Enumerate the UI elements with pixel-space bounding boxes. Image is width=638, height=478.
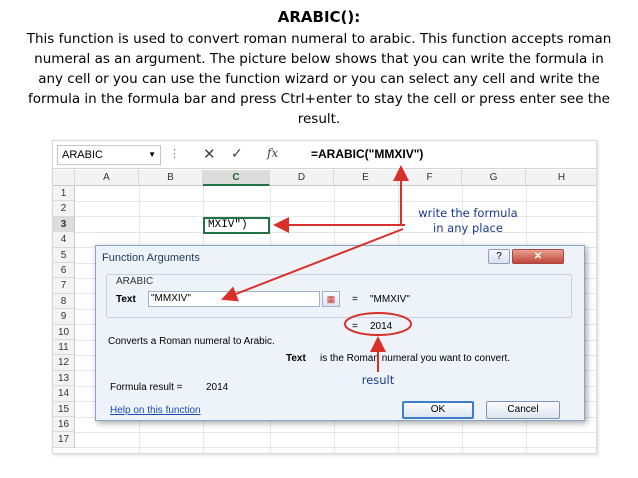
row-header-5[interactable]: 5 [53, 248, 75, 263]
row-header-11[interactable]: 11 [53, 340, 75, 355]
annotation-line: write the formula [418, 206, 518, 220]
ok-button[interactable]: OK [402, 401, 474, 419]
annotation-result: result [361, 373, 395, 387]
row-header-4[interactable]: 4 [53, 232, 75, 247]
row-header-9[interactable]: 9 [53, 309, 75, 324]
result-preview-value: 2014 [370, 321, 393, 332]
row-header-10[interactable]: 10 [53, 325, 75, 340]
function-name-label: ARABIC [116, 276, 154, 287]
result-equals: = [352, 321, 358, 332]
annotation-line: in any place [433, 221, 503, 235]
separator-icon: ⋮ [169, 148, 180, 160]
row-header-15[interactable]: 15 [53, 402, 75, 417]
row-header-14[interactable]: 14 [53, 386, 75, 401]
row-header-7[interactable]: 7 [53, 278, 75, 293]
row-header-12[interactable]: 12 [53, 355, 75, 370]
collapse-dialog-icon[interactable]: ▦ [322, 291, 340, 307]
close-icon[interactable]: ✕ [512, 249, 564, 264]
column-header-f[interactable]: F [398, 170, 462, 186]
formula-result-label: Formula result = [110, 382, 183, 393]
excel-screenshot [52, 140, 597, 454]
row-header-13[interactable]: 13 [53, 371, 75, 386]
cancel-button[interactable]: Cancel [486, 401, 560, 419]
row-header-16[interactable]: 16 [53, 417, 75, 432]
dialog-title: Function Arguments [102, 252, 200, 264]
row-header-3[interactable]: 3 [53, 217, 75, 232]
argument-help-name: Text [286, 353, 306, 364]
name-box-value: ARABIC [62, 149, 103, 161]
help-on-function-link[interactable]: Help on this function [110, 405, 201, 416]
formula-result-value: 2014 [206, 382, 229, 393]
column-header-h[interactable]: H [526, 170, 597, 186]
row-header-6[interactable]: 6 [53, 263, 75, 278]
help-icon[interactable]: ? [488, 249, 510, 264]
result-highlight-circle [345, 313, 411, 335]
cancel-icon[interactable]: ✕ [203, 146, 216, 163]
column-header-g[interactable]: G [462, 170, 526, 186]
row-header-1[interactable]: 1 [53, 186, 75, 201]
active-cell-c3[interactable]: MXIV") [203, 217, 270, 234]
column-header-c[interactable]: C [203, 170, 270, 186]
row-header-17[interactable]: 17 [53, 432, 75, 447]
column-header-b[interactable]: B [139, 170, 203, 186]
function-description: Converts a Roman numeral to Arabic. [108, 336, 275, 347]
arrow-to-argument [223, 229, 403, 299]
column-header-d[interactable]: D [270, 170, 334, 186]
argument-evaluated-value: "MMXIV" [370, 294, 410, 305]
slide-body-text: This function is used to convert roman numeral to arabic. This function accepts roman numeral as an argument. The picture below shows that you can write the formula in any cell or you can use the function wizard or you can select any cell and write the formula in the formula bar and press Ctrl+enter to stay the cell or press enter see the result. [26, 31, 612, 127]
chevron-down-icon[interactable]: ▼ [148, 150, 156, 159]
formula-input[interactable]: =ARABIC("MMXIV") [311, 147, 424, 161]
argument-equals: = [352, 294, 358, 305]
row-header-2[interactable]: 2 [53, 201, 75, 216]
text-argument-input[interactable]: "MMXIV" [148, 291, 320, 307]
annotation-arrows [53, 141, 597, 454]
column-header-a[interactable]: A [75, 170, 139, 186]
slide-title: ARABIC(): [277, 8, 361, 26]
enter-icon[interactable]: ✓ [231, 145, 243, 161]
insert-function-icon[interactable]: fx [267, 146, 279, 160]
argument-label-text: Text [116, 294, 136, 305]
row-header-8[interactable]: 8 [53, 294, 75, 309]
column-header-e[interactable]: E [334, 170, 398, 186]
argument-help-text: is the Roman numeral you want to convert. [320, 353, 511, 364]
